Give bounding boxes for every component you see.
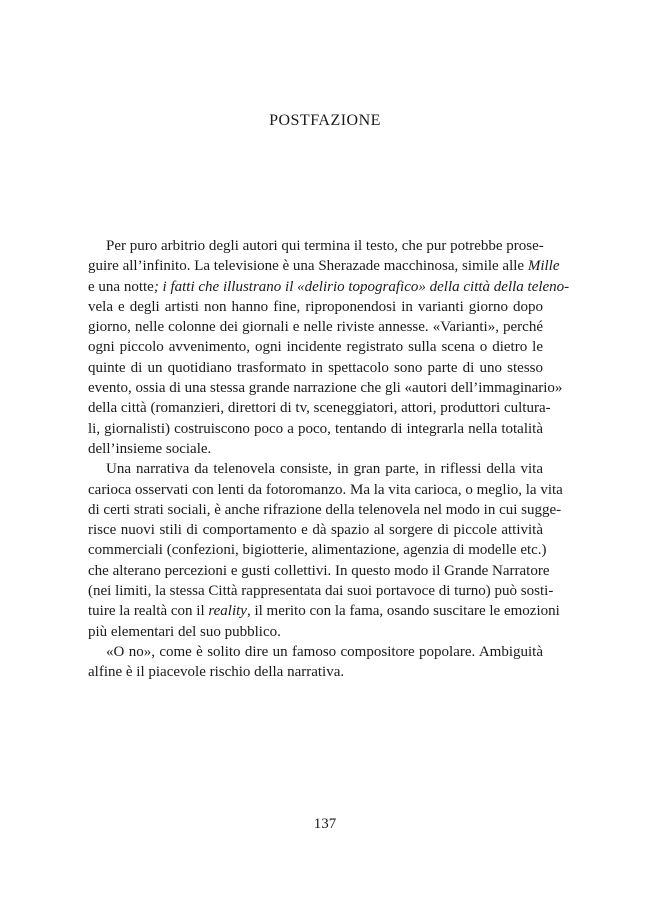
text-segment: li, giornalisti) costruiscono poco a poco, tentando di integrarla nella totalità bbox=[88, 420, 543, 437]
text-line bbox=[88, 317, 543, 337]
text-segment: risce nuovi stili di comportamento e dà spazio al sorgere di piccole attività bbox=[88, 522, 543, 539]
text-segment: quinte di un quotidiano trasformato in spettacolo sono parte di uno stesso bbox=[88, 359, 543, 376]
text-segment: evento, ossia di una stessa grande narrazione che gli «autori dell’immaginario» bbox=[88, 380, 563, 397]
text-segment: carioca osservati con lenti da fotoromanzo. Ma la vita carioca, o meglio, la vita bbox=[88, 481, 563, 498]
text-line bbox=[88, 500, 562, 520]
paragraph bbox=[88, 459, 563, 642]
text-segment: e una notte bbox=[88, 278, 154, 295]
text-line bbox=[88, 662, 543, 682]
text-line bbox=[88, 642, 543, 662]
text-segment: di certi strati sociali, è anche rifrazione della telenovela nel modo in cui sugge- bbox=[88, 501, 562, 518]
text-segment: più elementari del suo pubblico. bbox=[88, 623, 281, 640]
text-segment: alfine è il piacevole rischio della narrativa. bbox=[88, 664, 345, 681]
text-line bbox=[88, 459, 543, 479]
text-segment: «O no», come è solito dire un famoso compositore popolare. Ambiguità bbox=[106, 643, 543, 660]
text-line bbox=[88, 622, 543, 642]
text-line bbox=[88, 561, 550, 581]
text-segment: (nei limiti, la stessa Città rappresentata dai suoi portavoce di turno) può sosti- bbox=[88, 583, 554, 600]
text-line bbox=[88, 398, 551, 418]
paragraph bbox=[88, 236, 570, 459]
text-segment: Una narrativa da telenovela consiste, in gran parte, in riflessi della vita bbox=[106, 461, 543, 478]
text-segment: commerciali (confezioni, bigiotterie, alimentazione, agenzia di modelle etc.) bbox=[88, 542, 547, 559]
text-line bbox=[88, 480, 563, 500]
text-line bbox=[88, 520, 543, 540]
text-segment: giorno, nelle colonne dei giornali e nelle riviste annesse. «Varianti», perché bbox=[88, 319, 543, 336]
italic-text: Mille bbox=[527, 258, 560, 275]
text-line bbox=[88, 277, 570, 297]
text-line bbox=[88, 581, 554, 601]
text-segment: tuire la realtà con il bbox=[88, 603, 209, 620]
text-line bbox=[88, 378, 563, 398]
paragraph bbox=[88, 642, 543, 683]
text-line bbox=[88, 256, 560, 276]
italic-text: ; i fatti che illustrano il «delirio topografico» della città della teleno- bbox=[153, 278, 570, 295]
text-segment: dell’insieme sociale. bbox=[88, 440, 212, 457]
text-segment: guire all’infinito. La televisione è una Sherazade macchinosa, simile alle bbox=[88, 258, 528, 275]
italic-text: reality bbox=[208, 603, 247, 620]
text-line bbox=[88, 540, 547, 560]
body-text bbox=[88, 236, 570, 683]
page-title: POSTFAZIONE bbox=[269, 112, 381, 129]
text-line bbox=[88, 358, 543, 378]
text-line bbox=[88, 236, 543, 256]
text-line bbox=[88, 439, 543, 459]
text-segment: vela e degli artisti non hanno fine, riproponendosi in varianti giorno dopo bbox=[88, 298, 543, 315]
text-line bbox=[88, 601, 560, 621]
text-segment: Per puro arbitrio degli autori qui termina il testo, che pur potrebbe prose- bbox=[106, 238, 544, 254]
text-line bbox=[88, 337, 543, 357]
text-segment: ogni piccolo avvenimento, ogni incidente registrato sulla scena o dietro le bbox=[88, 339, 543, 356]
page-number: 137 bbox=[313, 816, 337, 832]
text-line bbox=[88, 297, 543, 317]
text-segment: , il merito con la fama, osando suscitare le emozioni bbox=[246, 603, 560, 620]
text-line bbox=[88, 419, 543, 439]
text-segment: della città (romanzieri, direttori di tv, sceneggiatori, attori, produttori cultura- bbox=[88, 400, 551, 417]
text-segment: che alterano percezioni e gusti collettivi. In questo modo il Grande Narratore bbox=[88, 562, 550, 579]
